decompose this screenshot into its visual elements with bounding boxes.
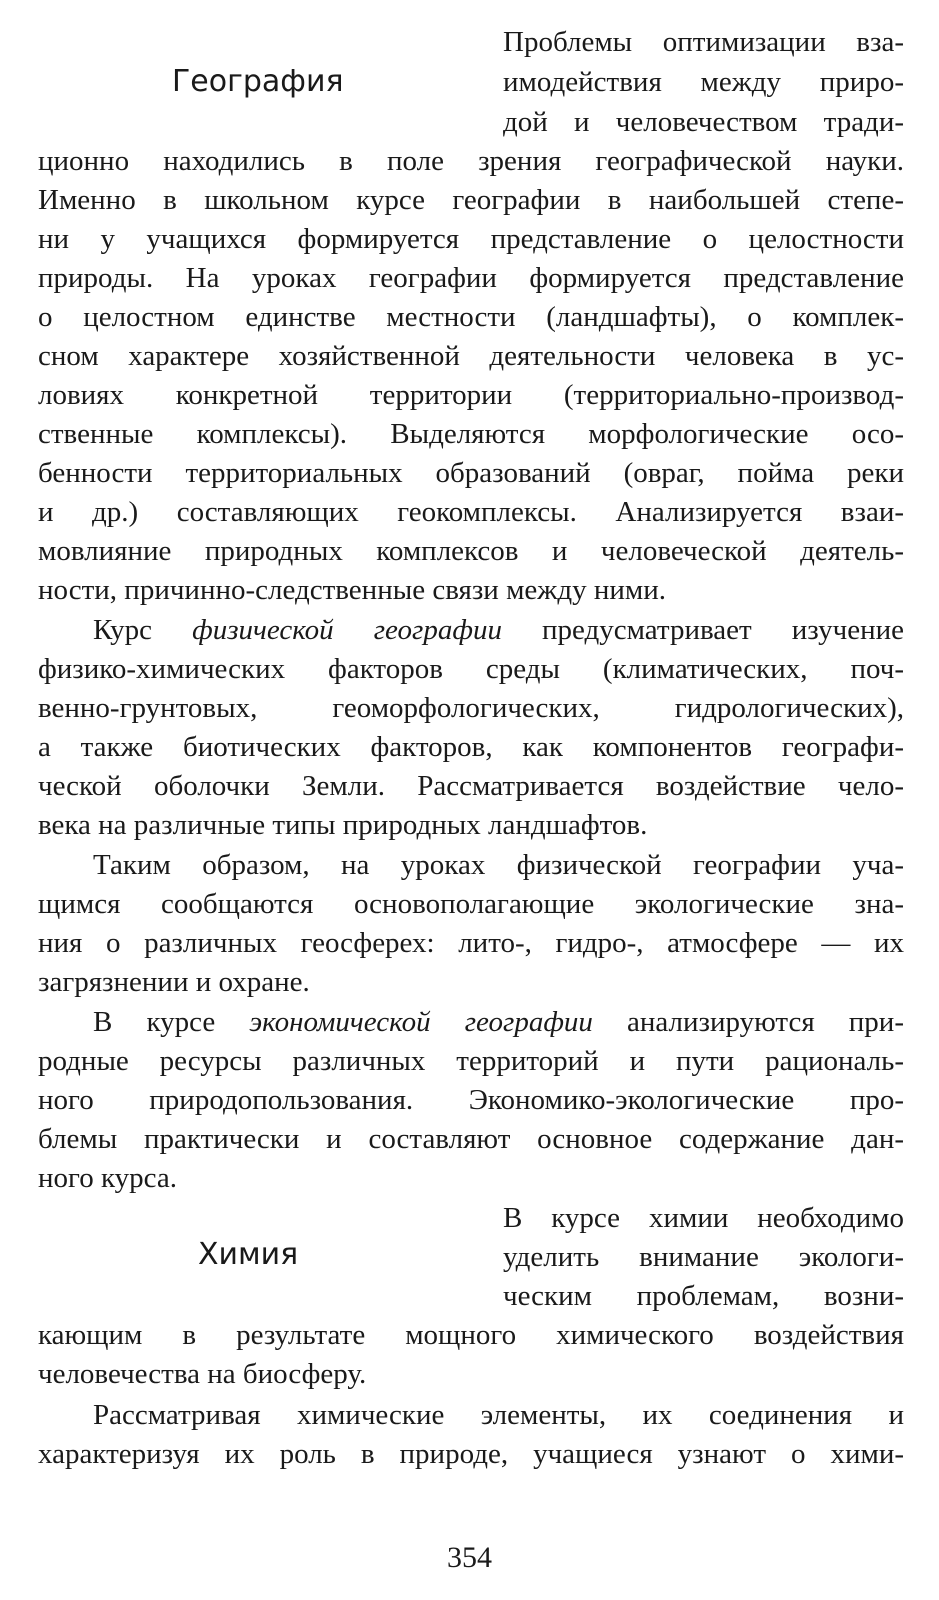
- text-line: о целостном единстве местности (ландшафты), о комплек-: [38, 301, 904, 333]
- text-line: ственные комплексы). Выделяются морфологические осо-: [38, 418, 904, 450]
- text-line: Курс физической географии предусматривает изучение: [93, 614, 905, 646]
- text-line: загрязнении и охране.: [38, 966, 310, 998]
- emphasis-term: физической географии: [192, 614, 502, 646]
- text-line: Проблемы оптимизации вза-: [503, 26, 904, 58]
- text-line: века на различные типы природных ландшафтов.: [38, 809, 648, 841]
- text-line: В курсе химии необходимо: [503, 1202, 904, 1234]
- text-line: природы. На уроках географии формируется представление: [38, 262, 904, 294]
- text-line: блемы практически и составляют основное содержание дан-: [38, 1123, 904, 1155]
- text-line: кающим в результате мощного химического воздействия: [38, 1319, 904, 1351]
- text-line: дой и человечеством тради-: [503, 106, 904, 138]
- section-heading-geography: География: [172, 64, 344, 99]
- text-line: физико-химических факторов среды (климатических, поч-: [38, 653, 904, 685]
- text-line: родные ресурсы различных территорий и пути рациональ-: [38, 1045, 904, 1077]
- text-line: ного природопользования. Экономико-экологические про-: [38, 1084, 904, 1116]
- text-line: ческой оболочки Земли. Рассматривается воздействие чело-: [38, 770, 904, 802]
- text-line: Таким образом, на уроках физической географии уча-: [93, 849, 904, 881]
- text-line: ности, причинно-следственные связи между ними.: [38, 574, 666, 606]
- text-line: В курсе экономической географии анализируются при-: [93, 1006, 904, 1038]
- text-line: характеризуя их роль в природе, учащиеся узнают о хими-: [38, 1438, 904, 1470]
- text-line: ционно находились в поле зрения географической науки.: [38, 145, 904, 177]
- text-line: и др.) составляющих геокомплексы. Анализируется взаи-: [38, 496, 904, 528]
- text-line: Рассматривая химические элементы, их соединения и: [93, 1399, 904, 1431]
- text-line: ловиях конкретной территории (территориально-производ-: [38, 379, 904, 411]
- text-line: уделить внимание экологи-: [503, 1241, 904, 1273]
- text-line: мовлияние природных комплексов и человеческой деятель-: [38, 535, 904, 567]
- text-line: имодействия между приро-: [503, 66, 904, 98]
- text-line: сном характере хозяйственной деятельности человека в ус-: [38, 340, 904, 372]
- section-heading-chemistry: Химия: [198, 1237, 299, 1272]
- text-line: человечества на биосферу.: [38, 1358, 367, 1390]
- page-number: 354: [447, 1541, 492, 1574]
- text-line: бенности территориальных образований (овраг, пойма реки: [38, 457, 904, 489]
- text-line: ни у учащихся формируется представление о целостности: [38, 223, 904, 255]
- text-line: а также биотических факторов, как компонентов географи-: [38, 731, 904, 763]
- text-line: ния о различных геосферех: лито-, гидро-, атмосфере — их: [38, 927, 904, 959]
- text-line: Именно в школьном курсе географии в наибольшей степе-: [38, 184, 904, 216]
- text-line: ческим проблемам, возни-: [503, 1280, 904, 1312]
- text-line: ного курса.: [38, 1162, 177, 1194]
- emphasis-term: экономической географии: [249, 1006, 593, 1038]
- text-line: щимся сообщаются основополагающие экологические зна-: [38, 888, 904, 920]
- text-line: венно-грунтовых, геоморфологических, гидрологических),: [38, 692, 904, 724]
